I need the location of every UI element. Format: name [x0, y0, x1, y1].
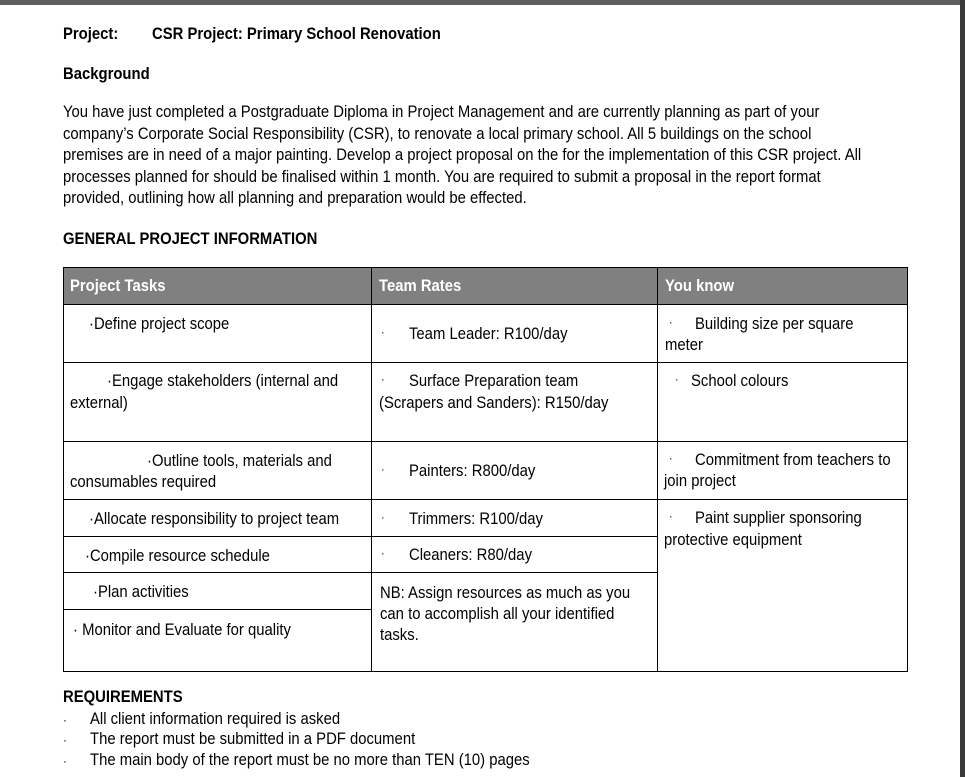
bullet: ·: [675, 372, 679, 386]
rate-bullet: [381, 509, 385, 531]
requirement-item: [63, 729, 451, 750]
row-divider: [371, 441, 658, 442]
background-line: company’s Corporate Social Responsibility (CSR), to renovate a local primary school. All 5 buildings on the school: [63, 124, 812, 143]
row-divider: [371, 572, 658, 573]
know-cell: Commitment from teachers to: [695, 451, 891, 469]
task-cell: ·Allocate responsibility to project team: [89, 510, 340, 528]
rate-cell: Cleaners: R80/day: [409, 546, 533, 564]
bullet: ·: [381, 372, 385, 386]
know-cell: Building size per square: [695, 315, 854, 333]
rate-cell: Trimmers: R100/day: [409, 510, 543, 528]
nb-note: tasks.: [380, 626, 419, 644]
background-line: You have just completed a Postgraduate Diploma in Project Management and are currently planning as part of your: [63, 103, 820, 121]
bullet: ·: [381, 510, 385, 524]
header-you-know: You know: [665, 277, 735, 295]
rate-cell: Painters: R800/day: [409, 462, 536, 480]
requirements-heading: REQUIREMENTS: [63, 688, 183, 706]
table-border: [63, 671, 908, 672]
header-team-rates: Team Rates: [379, 277, 462, 295]
bullet: ·: [63, 754, 67, 768]
know-bullet: [669, 314, 673, 336]
know-bullet: [669, 508, 673, 530]
row-divider: [63, 609, 371, 610]
rate-bullet: [381, 371, 385, 393]
know-cell: meter: [665, 336, 703, 354]
project-title: CSR Project: Primary School Renovation: [152, 25, 441, 43]
nb-note: can to accomplish all your identified: [380, 605, 615, 623]
rate-cell: Team Leader: R100/day: [409, 325, 568, 343]
row-divider: [63, 304, 908, 305]
know-bullet: [669, 450, 673, 472]
background-line: provided, outlining how all planning and preparation would be effected.: [63, 189, 527, 207]
row-divider: [63, 441, 371, 442]
nb-note: NB: Assign resources as much as you: [380, 584, 631, 602]
task-cell: ·Plan activities: [93, 583, 189, 601]
row-divider: [657, 499, 908, 500]
row-divider: [371, 536, 658, 537]
bullet: ·: [669, 315, 673, 329]
row-divider: [63, 499, 371, 500]
requirement-item: [63, 750, 579, 771]
requirement-text: All client information required is asked: [90, 710, 341, 728]
background-line: processes planned for should be finalised within 1 month. You are required to submit a proposal in the report format: [63, 167, 821, 186]
viewer-scrollbar[interactable]: [960, 0, 965, 777]
background-line: premises are in need of a major painting. Develop a project proposal on the for the implementation of this CSR project. All: [63, 146, 862, 164]
rate-cell: (Scrapers and Sanders): R150/day: [379, 394, 609, 412]
bullet: ·: [381, 546, 385, 560]
requirement-text: The report must be submitted in a PDF document: [90, 730, 416, 748]
bullet: ·: [381, 325, 385, 339]
requirement-item: [63, 709, 368, 730]
task-cell: ·Outline tools, materials and: [147, 452, 332, 470]
rate-bullet: [381, 324, 385, 346]
row-divider: [371, 362, 658, 363]
table-border: [907, 267, 908, 672]
background-heading: Background: [63, 65, 150, 83]
table-border: [63, 267, 908, 268]
column-divider: [371, 267, 372, 672]
task-cell: consumables required: [70, 473, 217, 491]
task-cell: ·Engage stakeholders (internal and: [107, 372, 339, 390]
rate-cell: Surface Preparation team: [409, 372, 579, 390]
table-border: [63, 267, 64, 672]
bullet: ·: [669, 451, 673, 465]
task-cell: ·Compile resource schedule: [85, 547, 270, 565]
row-divider: [63, 572, 371, 573]
task-cell: · Monitor and Evaluate for quality: [73, 621, 291, 639]
know-cell: School colours: [691, 372, 789, 390]
requirement-text: The main body of the report must be no more than TEN (10) pages: [90, 751, 530, 769]
bullet: ·: [381, 462, 385, 476]
rate-bullet: [381, 545, 385, 567]
bullet: ·: [669, 509, 673, 523]
row-divider: [63, 536, 371, 537]
viewer-top-border: [0, 0, 965, 5]
general-info-heading: GENERAL PROJECT INFORMATION: [63, 230, 318, 248]
bullet: ·: [63, 713, 67, 727]
background-paragraph: [63, 102, 891, 210]
row-divider: [657, 441, 908, 442]
column-divider: [657, 267, 658, 672]
row-divider: [63, 362, 371, 363]
know-bullet: [675, 371, 679, 393]
task-cell: external): [70, 394, 128, 412]
header-project-tasks: Project Tasks: [70, 277, 166, 295]
task-cell: ·Define project scope: [89, 315, 230, 333]
bullet: ·: [63, 733, 67, 747]
project-info-table: [63, 267, 908, 672]
rate-bullet: [381, 461, 385, 483]
know-cell: join project: [664, 472, 736, 490]
row-divider: [371, 499, 658, 500]
project-label: Project:: [63, 25, 119, 43]
know-cell: Paint supplier sponsoring: [695, 509, 862, 527]
know-cell: protective equipment: [664, 531, 802, 549]
row-divider: [657, 362, 908, 363]
